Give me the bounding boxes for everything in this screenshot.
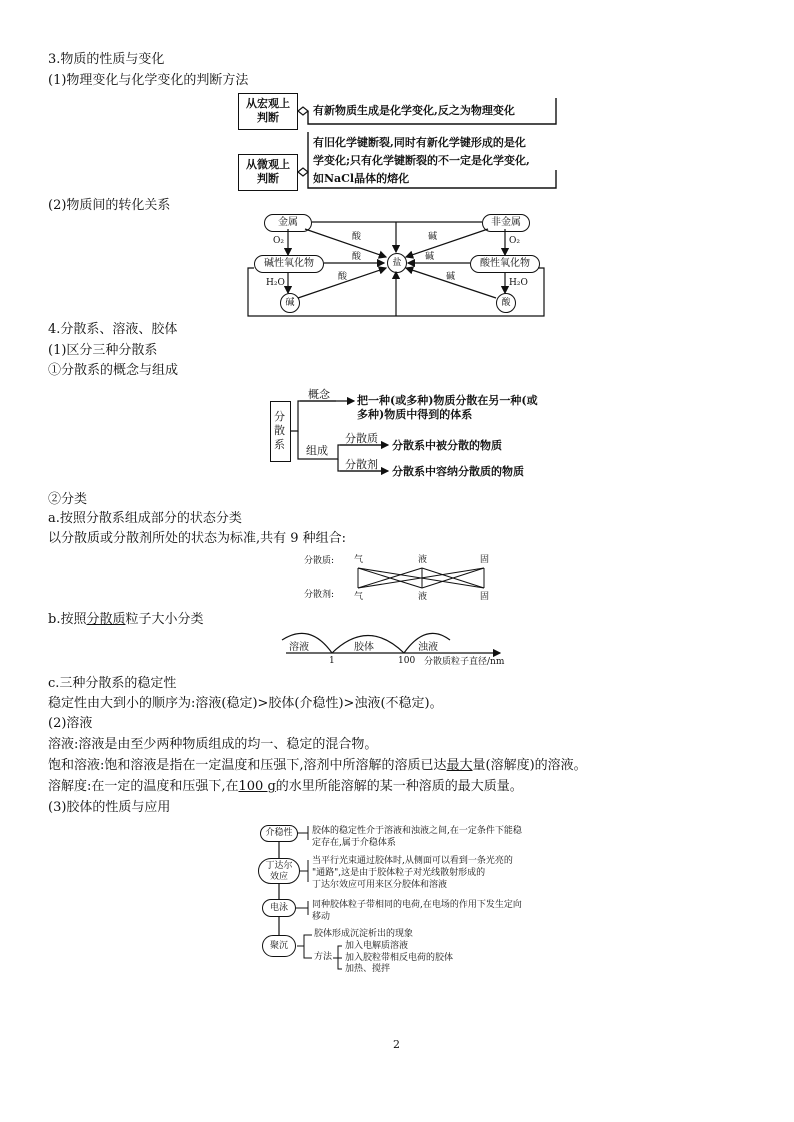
section-4-title: 4.分散系、溶液、胶体: [48, 322, 178, 337]
macro-text: 有新物质生成是化学变化,反之为物理变化: [313, 104, 515, 117]
node-basic-oxide: 碱性氧化物: [254, 255, 324, 273]
coag-text-1: 胶体形成沉淀析出的现象: [314, 929, 414, 939]
classification-a-title: a.按照分散系组成部分的状态分类: [48, 511, 242, 526]
section-4-sub1: (1)区分三种分散系: [48, 343, 158, 358]
node-metastability: 介稳性: [260, 825, 298, 842]
classification-a-text: 以分散质或分散剂所处的状态为标准,共有 9 种组合:: [48, 531, 347, 546]
dispersion-solvent: 分散剂: [345, 458, 378, 471]
size-axis-label: 分散质粒子直径/nm: [424, 657, 505, 667]
coag-method-1: 加入电解质溶液: [345, 941, 409, 951]
section-3-title: 3.物质的性质与变化: [48, 52, 165, 67]
solution-definition: 溶液:溶液是由至少两种物质组成的均一、稳定的混合物。: [48, 737, 378, 752]
solvent-state-label: 分散剂:: [304, 590, 335, 600]
size-suspension: 浊液: [418, 642, 438, 653]
classification-c-title: c.三种分散系的稳定性: [48, 676, 177, 691]
sat-underlined: 最大: [446, 758, 473, 773]
size-colloid: 胶体: [354, 642, 374, 653]
label-acid-low: 酸: [338, 272, 348, 282]
size-tick-1: 1: [329, 656, 335, 666]
micro-text-2: 学变化;只有化学键断裂的不一定是化学变化,: [313, 154, 530, 167]
dispersion-solvent-def: 分散系中容纳分散质的物质: [392, 465, 524, 478]
sat-pre: 饱和溶液:饱和溶液是指在一定温度和压强下,溶剂中所溶解的溶质已达: [48, 758, 447, 773]
dispersion-composition: 组成: [306, 444, 328, 457]
b-title-pre: b.按照: [48, 612, 87, 627]
section-4-item2: ②分类: [48, 492, 88, 507]
page-number: 2: [393, 1038, 400, 1051]
node-metal: 金属: [264, 214, 312, 232]
tyndall-text-2: "通路",这是由于胶体粒子对光线散射形成的: [312, 868, 486, 878]
label-base-low: 碱: [446, 272, 456, 282]
coag-method-label: 方法: [314, 952, 333, 962]
node-acidic-oxide: 酸性氧化物: [470, 255, 540, 273]
meta-text-1: 胶体的稳定性介于溶液和浊液之间,在一定条件下能稳: [312, 826, 522, 836]
label-h2o-right: H₂O: [509, 278, 528, 288]
label-base-mid: 碱: [425, 252, 435, 262]
label-h2o-left: H₂O: [266, 278, 285, 288]
solu-pre: 溶解度:在一定的温度和压强下,在: [48, 779, 239, 794]
size-solution: 溶液: [289, 642, 309, 653]
tyndall-text-1: 当平行光束通过胶体时,从侧面可以看到一条光亮的: [312, 856, 513, 866]
b-title-post: 粒子大小分类: [125, 612, 204, 627]
dispersion-concept: 概念: [308, 388, 330, 401]
solute-gas: 气: [354, 555, 364, 565]
label-base-top: 碱: [428, 232, 438, 242]
solvent-gas: 气: [354, 592, 364, 602]
solu-underlined: 100 g: [238, 779, 276, 794]
size-tick-100: 100: [398, 656, 416, 666]
node-salt: 盐: [387, 253, 407, 273]
section-4-sub2: (2)溶液: [48, 716, 93, 731]
node-nonmetal: 非金属: [482, 214, 530, 232]
coag-method-2: 加入胶粒带相反电荷的胶体: [345, 953, 454, 963]
micro-text-3: 如NaCl晶体的熔化: [313, 172, 410, 185]
label-acid-mid: 酸: [352, 252, 362, 262]
micro-label: 从微观上判断: [246, 158, 290, 185]
dispersion-concept-def-1: 把一种(或多种)物质分散在另一种(或: [357, 394, 538, 407]
macro-label: 从宏观上判断: [246, 97, 290, 124]
solute-liquid: 液: [418, 555, 428, 565]
solu-post: 的水里所能溶解的某一种溶质的最大质量。: [275, 779, 523, 794]
electro-text-1: 同种胶体粒子带相同的电荷,在电场的作用下发生定向: [312, 900, 522, 910]
label-o2-left: O₂: [273, 236, 284, 246]
dispersion-root: 分散系: [274, 410, 285, 451]
section-4-item1: ①分散系的概念与组成: [48, 363, 179, 378]
section-3-sub1: (1)物理变化与化学变化的判断方法: [48, 73, 249, 88]
b-title-underlined: 分散质: [86, 612, 126, 627]
node-electrophoresis: 电泳: [262, 899, 296, 917]
tyndall-text-3: 丁达尔效应可用来区分胶体和溶液: [312, 880, 448, 890]
classification-c-text: 稳定性由大到小的顺序为:溶液(稳定)>胶体(介稳性)>浊液(不稳定)。: [48, 696, 443, 711]
section-3-sub2: (2)物质间的转化关系: [48, 198, 171, 213]
coag-method-3: 加热、搅拌: [345, 964, 391, 974]
section-4-sub3: (3)胶体的性质与应用: [48, 800, 171, 815]
electro-text-2: 移动: [312, 912, 331, 922]
sat-post: 量(溶解度)的溶液。: [472, 758, 587, 773]
meta-text-2: 定存在,属于介稳体系: [312, 838, 396, 848]
dispersion-solute: 分散质: [345, 432, 378, 445]
dispersion-solute-def: 分散系中被分散的物质: [392, 439, 502, 452]
solvent-solid: 固: [480, 592, 490, 602]
label-acid-top: 酸: [352, 232, 362, 242]
node-coagulation: 聚沉: [262, 935, 296, 957]
node-base: 碱: [280, 293, 300, 313]
solute-state-label: 分散质:: [304, 556, 335, 566]
node-acid: 酸: [496, 293, 516, 313]
label-o2-right: O₂: [509, 236, 520, 246]
dispersion-concept-def-2: 多种)物质中得到的体系: [357, 408, 473, 421]
micro-text-1: 有旧化学键断裂,同时有新化学键形成的是化: [313, 136, 526, 149]
node-tyndall: 丁达尔效应: [258, 858, 300, 884]
solute-solid: 固: [480, 555, 490, 565]
solvent-liquid: 液: [418, 592, 428, 602]
